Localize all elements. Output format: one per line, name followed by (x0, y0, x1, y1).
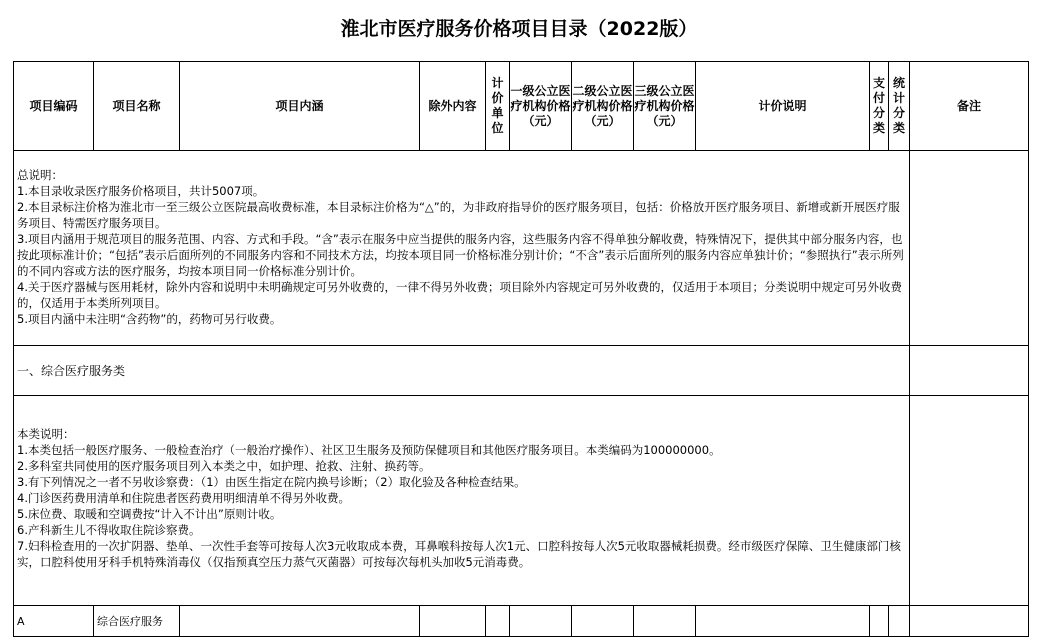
row-content (180, 606, 420, 637)
row-code: A (14, 606, 94, 637)
row-level3-price (634, 606, 696, 637)
category-note-line: 本类说明： (17, 427, 75, 441)
header-level2-price: 二级公立医疗机构价格（元） (572, 62, 634, 151)
general-note-line: 总说明： (17, 168, 63, 182)
header-exclusions: 除外内容 (420, 62, 486, 151)
row-remarks (910, 606, 1029, 637)
section-title: 一、综合医疗服务类 (14, 346, 910, 396)
category-note-line: 2.多科室共同使用的医疗服务项目列入本类之中，如护理、抢救、注射、换药等。 (17, 459, 431, 473)
header-level1-price: 一级公立医疗机构价格（元） (510, 62, 572, 151)
general-note-line: 2.本目录标注价格为淮北市一至三级公立医院最高收费标准，本目录标注价格为“△”的，为非政府指导价的医疗服务项目，包括：价格放开医疗服务项目、新增或新开展医疗服务项目、特需医疗服务项目。 (17, 200, 900, 230)
general-note-line: 3.项目内涵用于规范项目的服务范围、内容、方式和手段。“含”表示在服务中应当提供的服务内容，这些服务内容不得单独分解收费，特殊情况下，提供其中部分服务内容，也按此项标准计价；“包括”表示后面所列的不同服务内容和不同技术方法，均按本项目同一价格标准分别计价；“不含”表示后面所列的服务内容应单独计价；“参照执行”表示所列的不同内容或方法的医疗服务，均按本项目同一价格标准分别计价。 (17, 232, 904, 278)
header-stat-category: 统计分类 (889, 62, 910, 151)
category-note-line: 6.产科新生儿不得收取住院诊察费。 (17, 523, 201, 537)
header-pricing-notes: 计价说明 (696, 62, 870, 151)
header-content: 项目内涵 (180, 62, 420, 151)
price-catalog-table (13, 61, 1029, 637)
category-note-line: 5.床位费、取暖和空调费按“计入不计出”原则计收。 (17, 507, 282, 521)
remarks-cell (910, 396, 1029, 606)
table-row (14, 606, 1029, 637)
category-note-line: 4.门诊医药费用清单和住院患者医药费用明细清单不得另外收费。 (17, 491, 350, 505)
row-name: 综合医疗服务 (94, 606, 180, 637)
remarks-cell (910, 151, 1029, 346)
row-pricing-notes (696, 606, 870, 637)
row-payment-category (870, 606, 889, 637)
row-level1-price (510, 606, 572, 637)
remarks-cell (910, 346, 1029, 396)
header-payment-category: 支付分类 (870, 62, 889, 151)
category-note-line: 1.本类包括一般医疗服务、一般检查治疗（一般治疗操作）、社区卫生服务及预防保健项目和其他医疗服务项目。本类编码为100000000。 (17, 443, 721, 457)
category-note-line: 3.有下列情况之一者不另收诊察费：（1）由医生指定在院内换号诊断；（2）取化验及各种检查结果。 (17, 475, 526, 489)
category-notes (14, 396, 910, 606)
general-note-line: 5.项目内涵中未注明“含药物”的，药物可另行收费。 (17, 312, 282, 326)
row-level2-price (572, 606, 634, 637)
section-row (14, 346, 1029, 396)
page-title: 淮北市医疗服务价格项目目录（2022版） (340, 18, 698, 40)
header-unit: 计价单位 (486, 62, 510, 151)
header-name: 项目名称 (94, 62, 180, 151)
row-stat-category (889, 606, 910, 637)
category-notes-row (14, 396, 1029, 606)
category-note-line: 7.妇科检查用的一次扩阴器、垫单、一次性手套等可按每人次3元收取成本费，耳鼻喉科按每人次1元、口腔科按每人次5元收取器械耗损费。经市级医疗保障、卫生健康部门核实，口腔科使用牙科手机特殊消毒仪（仅指预真空压力蒸气灭菌器）可按每次每机头加收5元消毒费。 (17, 539, 901, 569)
header-row (14, 62, 1029, 151)
header-remarks: 备注 (910, 62, 1029, 151)
row-exclusions (420, 606, 486, 637)
general-notes (14, 151, 910, 346)
general-notes-row (14, 151, 1029, 346)
general-note-line: 1.本目录收录医疗服务价格项目，共计5007项。 (17, 184, 265, 198)
header-code: 项目编码 (14, 62, 94, 151)
general-note-line: 4.关于医疗器械与医用耗材，除外内容和说明中未明确规定可另外收费的，一律不得另外收费；项目除外内容规定可另外收费的，仅适用于本项目；分类说明中规定可另外收费的，仅适用于本类所列项目。 (17, 280, 902, 310)
row-unit (486, 606, 510, 637)
header-level3-price: 三级公立医疗机构价格（元） (634, 62, 696, 151)
